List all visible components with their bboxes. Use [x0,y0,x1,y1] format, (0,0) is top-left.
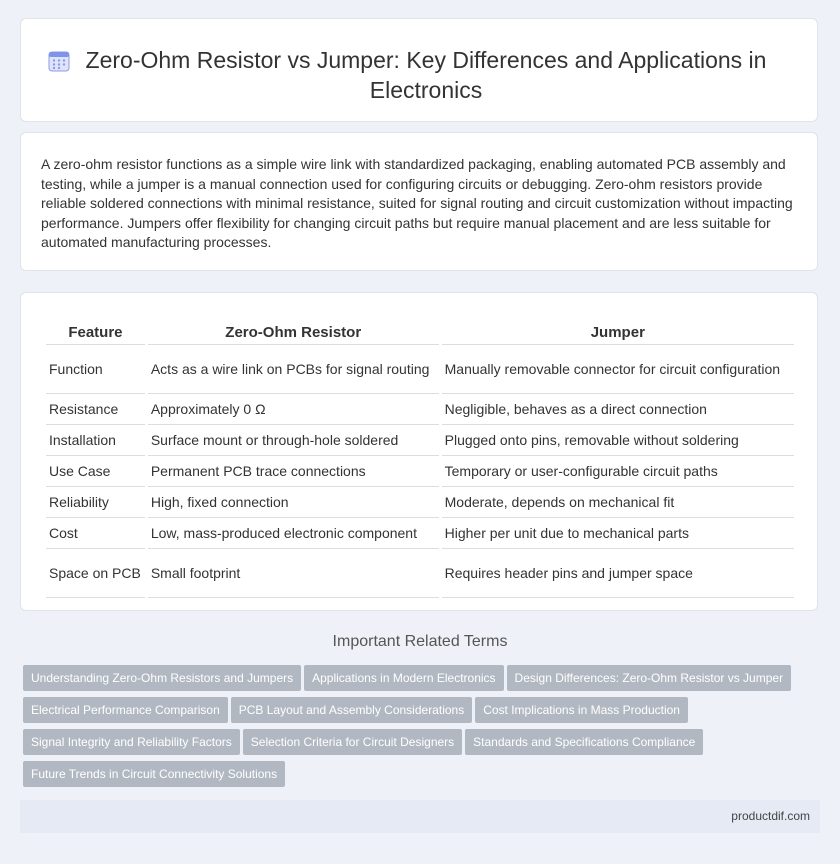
table-cell: Permanent PCB trace connections [148,456,439,487]
table-cell: Negligible, behaves as a direct connection [442,394,794,425]
table-cell: High, fixed connection [148,487,439,518]
table-cell: Temporary or user-configurable circuit paths [442,456,794,487]
related-term-tag[interactable]: Standards and Specifications Compliance [465,729,703,755]
table-cell: Plugged onto pins, removable without soldering [442,425,794,456]
table-row [46,456,794,487]
related-term-tag[interactable]: Future Trends in Circuit Connectivity Solutions [23,761,285,787]
table-cell: Moderate, depends on mechanical fit [442,487,794,518]
table-cell: Cost [46,518,145,549]
related-term-tag[interactable]: Understanding Zero-Ohm Resistors and Jumpers [23,665,301,691]
footer-site-link[interactable]: productdif.com [731,809,810,823]
related-terms-heading: Important Related Terms [332,633,508,650]
header-jumper: Jumper [442,313,794,345]
comparison-table-card [20,292,818,611]
comparison-table [43,313,797,598]
table-cell: Surface mount or through-hole soldered [148,425,439,456]
summary-card [20,132,818,271]
table-cell: Low, mass-produced electronic component [148,518,439,549]
table-header-row [46,313,794,345]
related-term-tag[interactable]: Selection Criteria for Circuit Designers [243,729,462,755]
footer [20,800,820,833]
table-row [46,345,794,394]
table-cell: Manually removable connector for circuit configuration [442,345,794,394]
related-term-tag[interactable]: Design Differences: Zero-Ohm Resistor vs Jumper [507,665,792,691]
related-term-tag[interactable]: Electrical Performance Comparison [23,697,228,723]
related-term-tag[interactable]: Applications in Modern Electronics [304,665,503,691]
table-cell: Acts as a wire link on PCBs for signal routing [148,345,439,394]
table-cell: Higher per unit due to mechanical parts [442,518,794,549]
related-term-tag[interactable]: PCB Layout and Assembly Considerations [231,697,472,723]
table-row [46,518,794,549]
table-row [46,425,794,456]
page-title: Zero-Ohm Resistor vs Jumper: Key Differences and Applications in Electronics [85,47,767,103]
table-cell: Space on PCB [46,549,145,598]
header-feature: Feature [46,313,145,345]
table-row [46,487,794,518]
table-cell: Approximately 0 Ω [148,394,439,425]
table-cell: Function [46,345,145,394]
related-term-tag[interactable]: Signal Integrity and Reliability Factors [23,729,240,755]
summary-paragraph: A zero-ohm resistor functions as a simple wire link with standardized packaging, enabling automated PCB assembly and testing, while a jumper is a manual connection used for configuring circuits or debugging. Zero-ohm resistors provide reliable soldered connections with minimal resistance, suited for signal routing and circuit customization without impacting performance. Jumpers offer flexibility for changing circuit paths but require manual placement and are less suitable for automated manufacturing processes. [41,156,793,251]
related-term-tag[interactable]: Cost Implications in Mass Production [475,697,688,723]
header-zero-ohm-resistor: Zero-Ohm Resistor [148,313,439,345]
table-cell: Installation [46,425,145,456]
table-cell: Reliability [46,487,145,518]
header-card [20,18,818,122]
table-row [46,549,794,598]
table-cell: Use Case [46,456,145,487]
table-row [46,394,794,425]
related-terms-list [23,665,823,793]
table-cell: Resistance [46,394,145,425]
table-cell: Requires header pins and jumper space [442,549,794,598]
table-cell: Small footprint [148,549,439,598]
